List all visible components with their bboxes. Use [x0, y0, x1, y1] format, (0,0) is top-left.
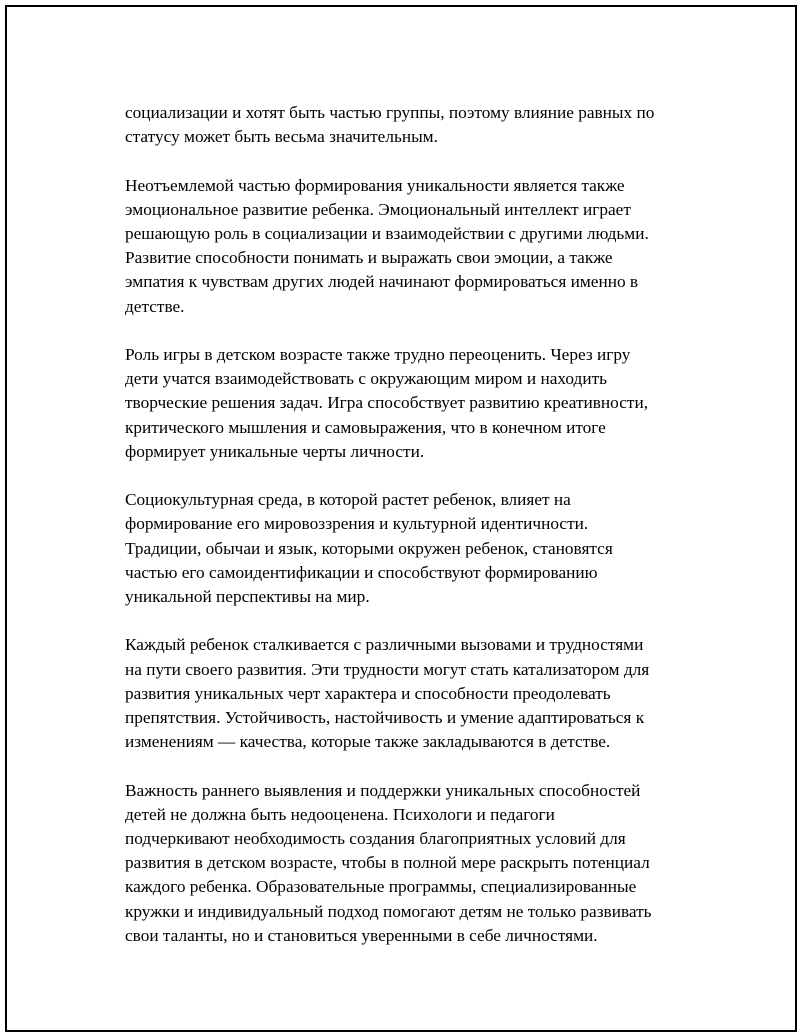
paragraph [125, 779, 700, 948]
text-line: критического мышления и самовыражения, что в конечном итоге [125, 417, 606, 437]
text-line: формирование его мировоззрения и культурной идентичности. [125, 514, 589, 534]
text-line: Неотъемлемой частью формирования уникальности является также [125, 175, 625, 195]
text-line: Каждый ребенок сталкивается с различными вызовами и трудностями [125, 635, 644, 655]
document-body [125, 101, 700, 948]
text-line: детей не должна быть недооценена. Психологи и педагоги [125, 804, 555, 824]
text-line: изменениям — качества, которые также закладываются в детстве. [125, 732, 611, 752]
text-line: препятствия. Устойчивость, настойчивость и умение адаптироваться к [125, 708, 645, 728]
paragraph [125, 174, 700, 319]
text-line: творческие решения задач. Игра способствует развитию креативности, [125, 393, 649, 413]
text-line: дети учатся взаимодействовать с окружающим миром и находить [125, 369, 608, 389]
text-line: кружки и индивидуальный подход помогают детям не только развивать [125, 901, 652, 921]
text-line: эмпатия к чувствам других людей начинают формироваться именно в [125, 272, 639, 292]
text-line: частью его самоидентификации и способствуют формированию [125, 562, 598, 582]
text-line: уникальной перспективы на мир. [125, 587, 370, 607]
text-line: Социокультурная среда, в которой растет ребенок, влияет на [125, 490, 571, 510]
paragraph [125, 343, 700, 464]
text-line: свои таланты, но и становиться уверенными в себе личностями. [125, 925, 598, 945]
paragraph [125, 488, 700, 609]
text-line: на пути своего развития. Эти трудности могут стать катализатором для [125, 659, 650, 679]
text-line: Роль игры в детском возрасте также трудно переоценить. Через игру [125, 345, 631, 364]
text-line: социализации и хотят быть частью группы, поэтому влияние равных по [125, 103, 655, 122]
text-line: эмоциональное развитие ребенка. Эмоциональный интеллект играет [125, 199, 631, 219]
text-line: Развитие способности понимать и выражать свои эмоции, а также [125, 248, 613, 268]
text-line: развития в детском возрасте, чтобы в полной мере раскрыть потенциал [125, 853, 650, 873]
text-line: решающую роль в социализации и взаимодействии с другими людьми. [125, 224, 649, 243]
paragraph [125, 633, 700, 754]
page-frame [5, 5, 797, 1032]
text-line: подчеркивают необходимость создания благоприятных условий для [125, 829, 626, 849]
text-line: развития уникальных черт характера и способности преодолевать [125, 683, 611, 703]
text-line: Важность раннего выявления и поддержки уникальных способностей [125, 780, 641, 800]
text-line: Традиции, обычаи и язык, которыми окружен ребенок, становятся [125, 538, 613, 558]
paragraph [125, 101, 700, 149]
text-line: каждого ребенка. Образовательные программы, специализированные [125, 877, 637, 897]
text-line: детстве. [125, 296, 185, 316]
text-line: статусу может быть весьма значительным. [125, 127, 438, 147]
text-line: формирует уникальные черты личности. [125, 441, 425, 461]
